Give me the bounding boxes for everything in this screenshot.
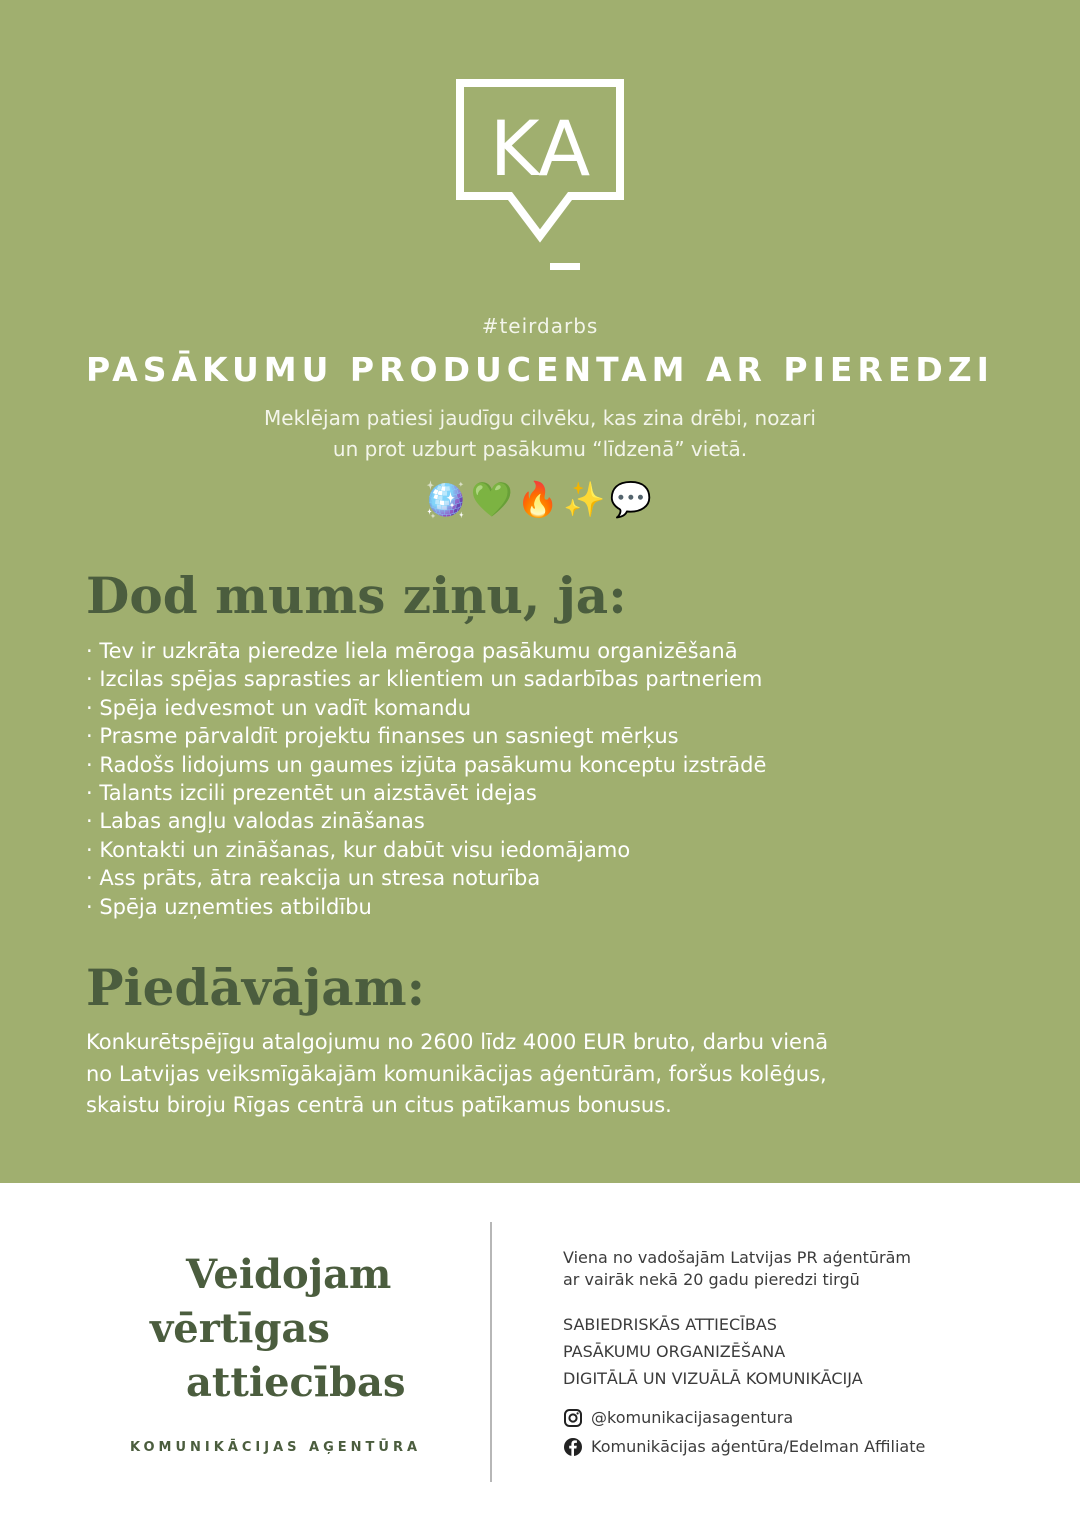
- offer-line: Konkurētspējīgu atalgojumu no 2600 līdz 4000 EUR bruto, darbu vienā: [86, 1030, 829, 1054]
- brand-name: KOMUNIKĀCIJAS AĢENTŪRA: [130, 1440, 422, 1455]
- slogan-line: attiecības: [186, 1359, 406, 1406]
- offer-line: skaistu biroju Rīgas centrā un citus patīkamus bonusus.: [86, 1093, 672, 1117]
- footer-divider: [490, 1222, 492, 1482]
- slogan: [150, 1248, 405, 1410]
- slogan-line: Veidojam: [186, 1251, 392, 1298]
- logo-text: KA: [489, 104, 591, 193]
- list-item: · Izcilas spējas saprasties ar klientiem un sadarbības partneriem: [86, 667, 763, 692]
- job-headline: PASĀKUMU PRODUCENTAM AR PIEREDZI: [86, 350, 994, 389]
- lead-text: [0, 403, 1080, 465]
- intro-line: Viena no vadošajām Latvijas PR aģentūrām: [563, 1248, 911, 1267]
- fire-icon: 🔥: [516, 480, 564, 520]
- mirror-ball-icon: 🪩: [424, 480, 471, 520]
- offer-title: Piedāvājam:: [86, 958, 426, 1017]
- offer-line: no Latvijas veiksmīgākajām komunikācijas aģentūrām, foršus kolēģus,: [86, 1061, 827, 1086]
- list-item: · Kontakti un zināšanas, kur dabūt visu iedomājamo: [86, 837, 631, 862]
- requirements-list: [86, 637, 766, 921]
- agency-intro: [563, 1247, 911, 1291]
- intro-line: ar vairāk nekā 20 gadu pieredzi tirgū: [563, 1270, 860, 1289]
- list-item: · Spēja iedvesmot un vadīt komandu: [86, 695, 472, 720]
- slogan-line: vērtīgas: [150, 1305, 330, 1352]
- emoji-row: [0, 478, 1080, 522]
- sparkles-icon: ✨: [563, 480, 610, 520]
- service-item: SABIEDRISKĀS ATTIECĪBAS: [563, 1315, 777, 1334]
- hashtag: #teirdarbs: [481, 314, 599, 338]
- lead-line: un prot uzburt pasākumu “līdzenā” vietā.: [332, 437, 748, 461]
- instagram-handle: @komunikacijasagentura: [591, 1408, 794, 1427]
- service-item: PASĀKUMU ORGANIZĒŠANA: [563, 1342, 786, 1361]
- facebook-link[interactable]: [563, 1436, 925, 1458]
- instagram-link[interactable]: [563, 1407, 793, 1429]
- list-item: · Labas angļu valodas zināšanas: [86, 809, 425, 834]
- offer-text: [86, 1027, 828, 1122]
- list-item: · Radošs lidojums un gaumes izjūta pasākumu konceptu izstrādē: [86, 752, 767, 777]
- services-list: [563, 1311, 863, 1392]
- facebook-icon: [563, 1437, 583, 1457]
- lead-line: Meklējam patiesi jaudīgu cilvēku, kas zina drēbi, nozari: [264, 406, 816, 430]
- instagram-icon: [563, 1408, 583, 1428]
- list-item: · Talants izcili prezentēt un aizstāvēt idejas: [86, 781, 537, 806]
- speech-bubble-icon: 💬: [609, 480, 656, 520]
- requirements-title: Dod mums ziņu, ja:: [86, 566, 627, 625]
- list-item: · Spēja uzņemties atbildību: [86, 894, 372, 919]
- service-item: DIGITĀLĀ UN VIZUĀLĀ KOMUNIKĀCIJA: [563, 1369, 863, 1388]
- facebook-page: Komunikācijas aģentūra/Edelman Affiliate: [591, 1437, 926, 1456]
- list-item: · Ass prāts, ātra reakcija un stresa noturība: [86, 866, 541, 891]
- green-heart-icon: 💚: [470, 480, 517, 520]
- ka-logo: [455, 78, 625, 273]
- list-item: · Tev ir uzkrāta pieredze liela mēroga pasākumu organizēšanā: [86, 639, 738, 663]
- list-item: · Prasme pārvaldīt projektu finanses un sasniegt mērķus: [86, 724, 679, 749]
